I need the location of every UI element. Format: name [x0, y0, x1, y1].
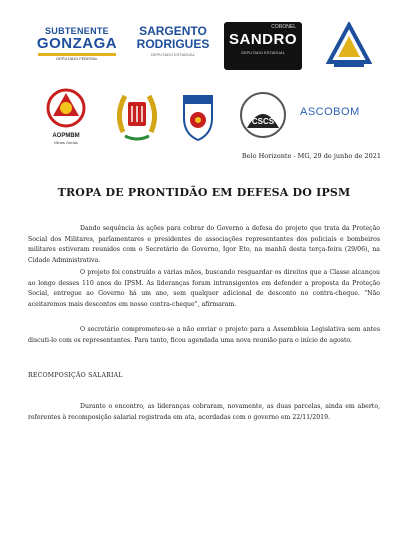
- section-subheading: RECOMPOSIÇÃO SALARIAL: [28, 372, 123, 379]
- subtenente-gonzaga-logo: SUBTENENTE GONZAGA DEPUTADO FEDERAL: [36, 26, 118, 61]
- paragraph: Durante o encontro, as lideranças cobraram, novamente, as duas parcelas, ainda em aberto, referentes à recomposição salarial registrada em ata, acordadas com o governo em 22/11/2019.: [28, 403, 380, 421]
- aopmbm-logo: AOPMBM Minas Gerais: [40, 88, 92, 144]
- coronel-sandro-logo: CORONEL SANDRO DEPUTADO ESTADUAL: [224, 22, 302, 70]
- logo-row-top: [0, 18, 408, 74]
- svg-text:CSCS: CSCS: [251, 117, 275, 126]
- ascobom-logo: ASCOBOM: [300, 106, 360, 118]
- cscs-logo: [237, 88, 289, 142]
- logo-row-bottom: [0, 86, 408, 146]
- laurel-wreath-logo: [113, 88, 161, 142]
- sargento-rodrigues-logo: SARGENTO RODRIGUES DEPUTADO ESTADUAL: [136, 24, 210, 57]
- paragraph: Dando sequência às ações para cobrar do Governo a defesa do projeto que trata da Proteção Social dos Militares, parlamentares e presidentes de associações representantes dos policiais e bombeiros militares estiveram reunidos com o Secretário de Governo, Igor Eto, na manhã desta terça-feira (29/06), na Cidade Administrativa.: [28, 225, 380, 264]
- copm-logo: [178, 88, 218, 142]
- document-title: TROPA DE PRONTIDÃO EM DEFESA DO IPSM: [57, 186, 351, 199]
- paragraph: O projeto foi construído a várias mãos, buscando resguardar os direitos que a Classe alcançou ao longo desses 110 anos do IPSM. As lideranças foram intransigentes em defender a proposta da Proteção Social, entregue ao Governo há um ano, sem qualquer adicional de desconto no contra-cheque. "Não aceitaremos mais descontos em nosso contra-cheque", afirmaram.: [28, 269, 380, 308]
- paragraph: O secretário comprometeu-se a não enviar o projeto para a Assembleia Legislativa sem antes discuti-lo com os representantes. Para tanto, ficou agendada uma nova reunião para o início de agosto.: [28, 326, 380, 344]
- triangle-association-logo: [326, 22, 372, 70]
- dateline: Belo Horizonte - MG, 29 de junho de 2021: [241, 152, 381, 160]
